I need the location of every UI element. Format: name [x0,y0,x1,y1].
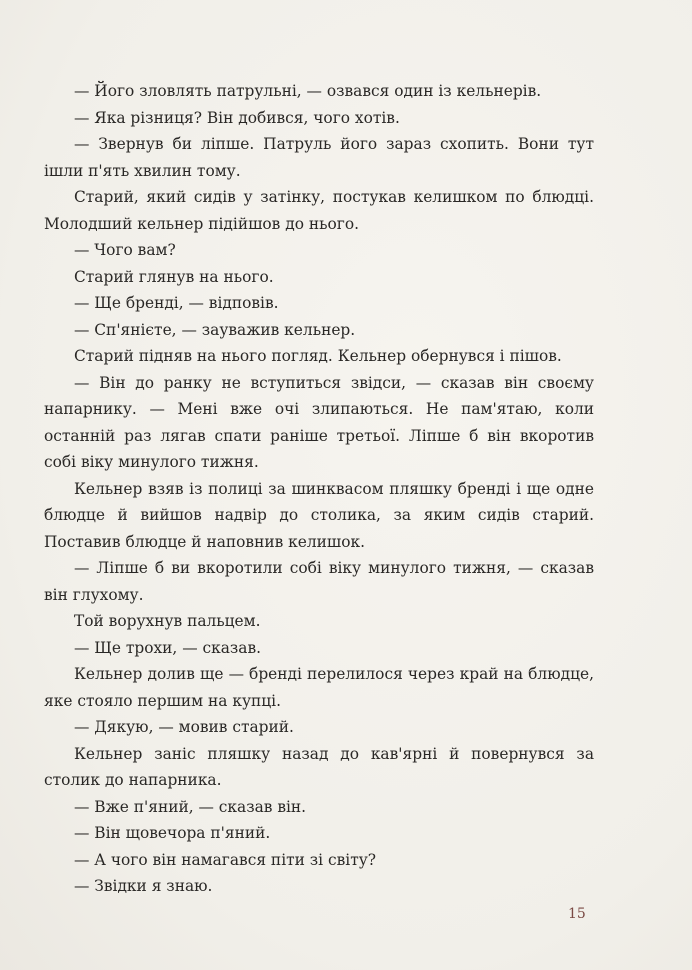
paragraph: — Ще трохи, — сказав. [74,638,262,657]
paragraph: — Він щовечора п'яний. [74,824,271,842]
paragraph: — Ще бренді, — відповів. [74,294,279,312]
paragraph: — Дякую, — мовив старий. [74,718,294,736]
paragraph: — Він до ранку не вступиться звідси, — сказав він своєму напарнику. — Мені вже очі злипаються. Не пам'ятаю, коли останній раз лягав спати раніше третьої. Ліпше б він вкоротив собі віку минулого тижня. [44,373,594,471]
paragraph: — Яка різниця? Він добився, чого хотів. [74,108,400,127]
paragraph: — Його зловлять патрульні, — озвався один із кельнерів. [74,82,542,100]
paragraph: — Чого вам? [74,241,176,259]
paragraph: Кельнер долив ще — бренді перелилося через край на блюдце, яке стояло першим на купці. [44,665,594,710]
paragraph: Старий підняв на нього погляд. Кельнер обернувся і пішов. [74,347,562,365]
page-number: 15 [568,906,586,922]
paragraph: — Ліпше б ви вкоротили собі віку минулого тижня, — сказав він глухому. [44,559,594,604]
paragraph: — Звернув би ліпше. Патруль його зараз схопить. Вони тут ішли п'ять хвилин тому. [44,135,594,180]
paragraph: Старий глянув на нього. [74,267,274,286]
paragraph: — Сп'янієте, — зауважив кельнер. [74,320,356,339]
paragraph: Той ворухнув пальцем. [74,612,261,630]
paragraph: Кельнер заніс пляшку назад до кав'ярні й повернувся за столик до напарника. [44,744,594,789]
paragraph: — А чого він намагався піти зі світу? [74,850,377,869]
paragraph: Старий, який сидів у затінку, постукав келишком по блюдці. Молодший кельнер підійшов до нього. [44,188,594,233]
body-text [44,78,594,900]
paragraph: — Вже п'яний, — сказав він. [74,797,307,816]
paragraph: Кельнер взяв із полиці за шинквасом пляшку бренді і ще одне блюдце й вийшов надвір до столика, за яким сидів старий. Поставив блюдце й наповнив келишок. [44,479,594,551]
paragraph: — Звідки я знаю. [74,877,213,895]
